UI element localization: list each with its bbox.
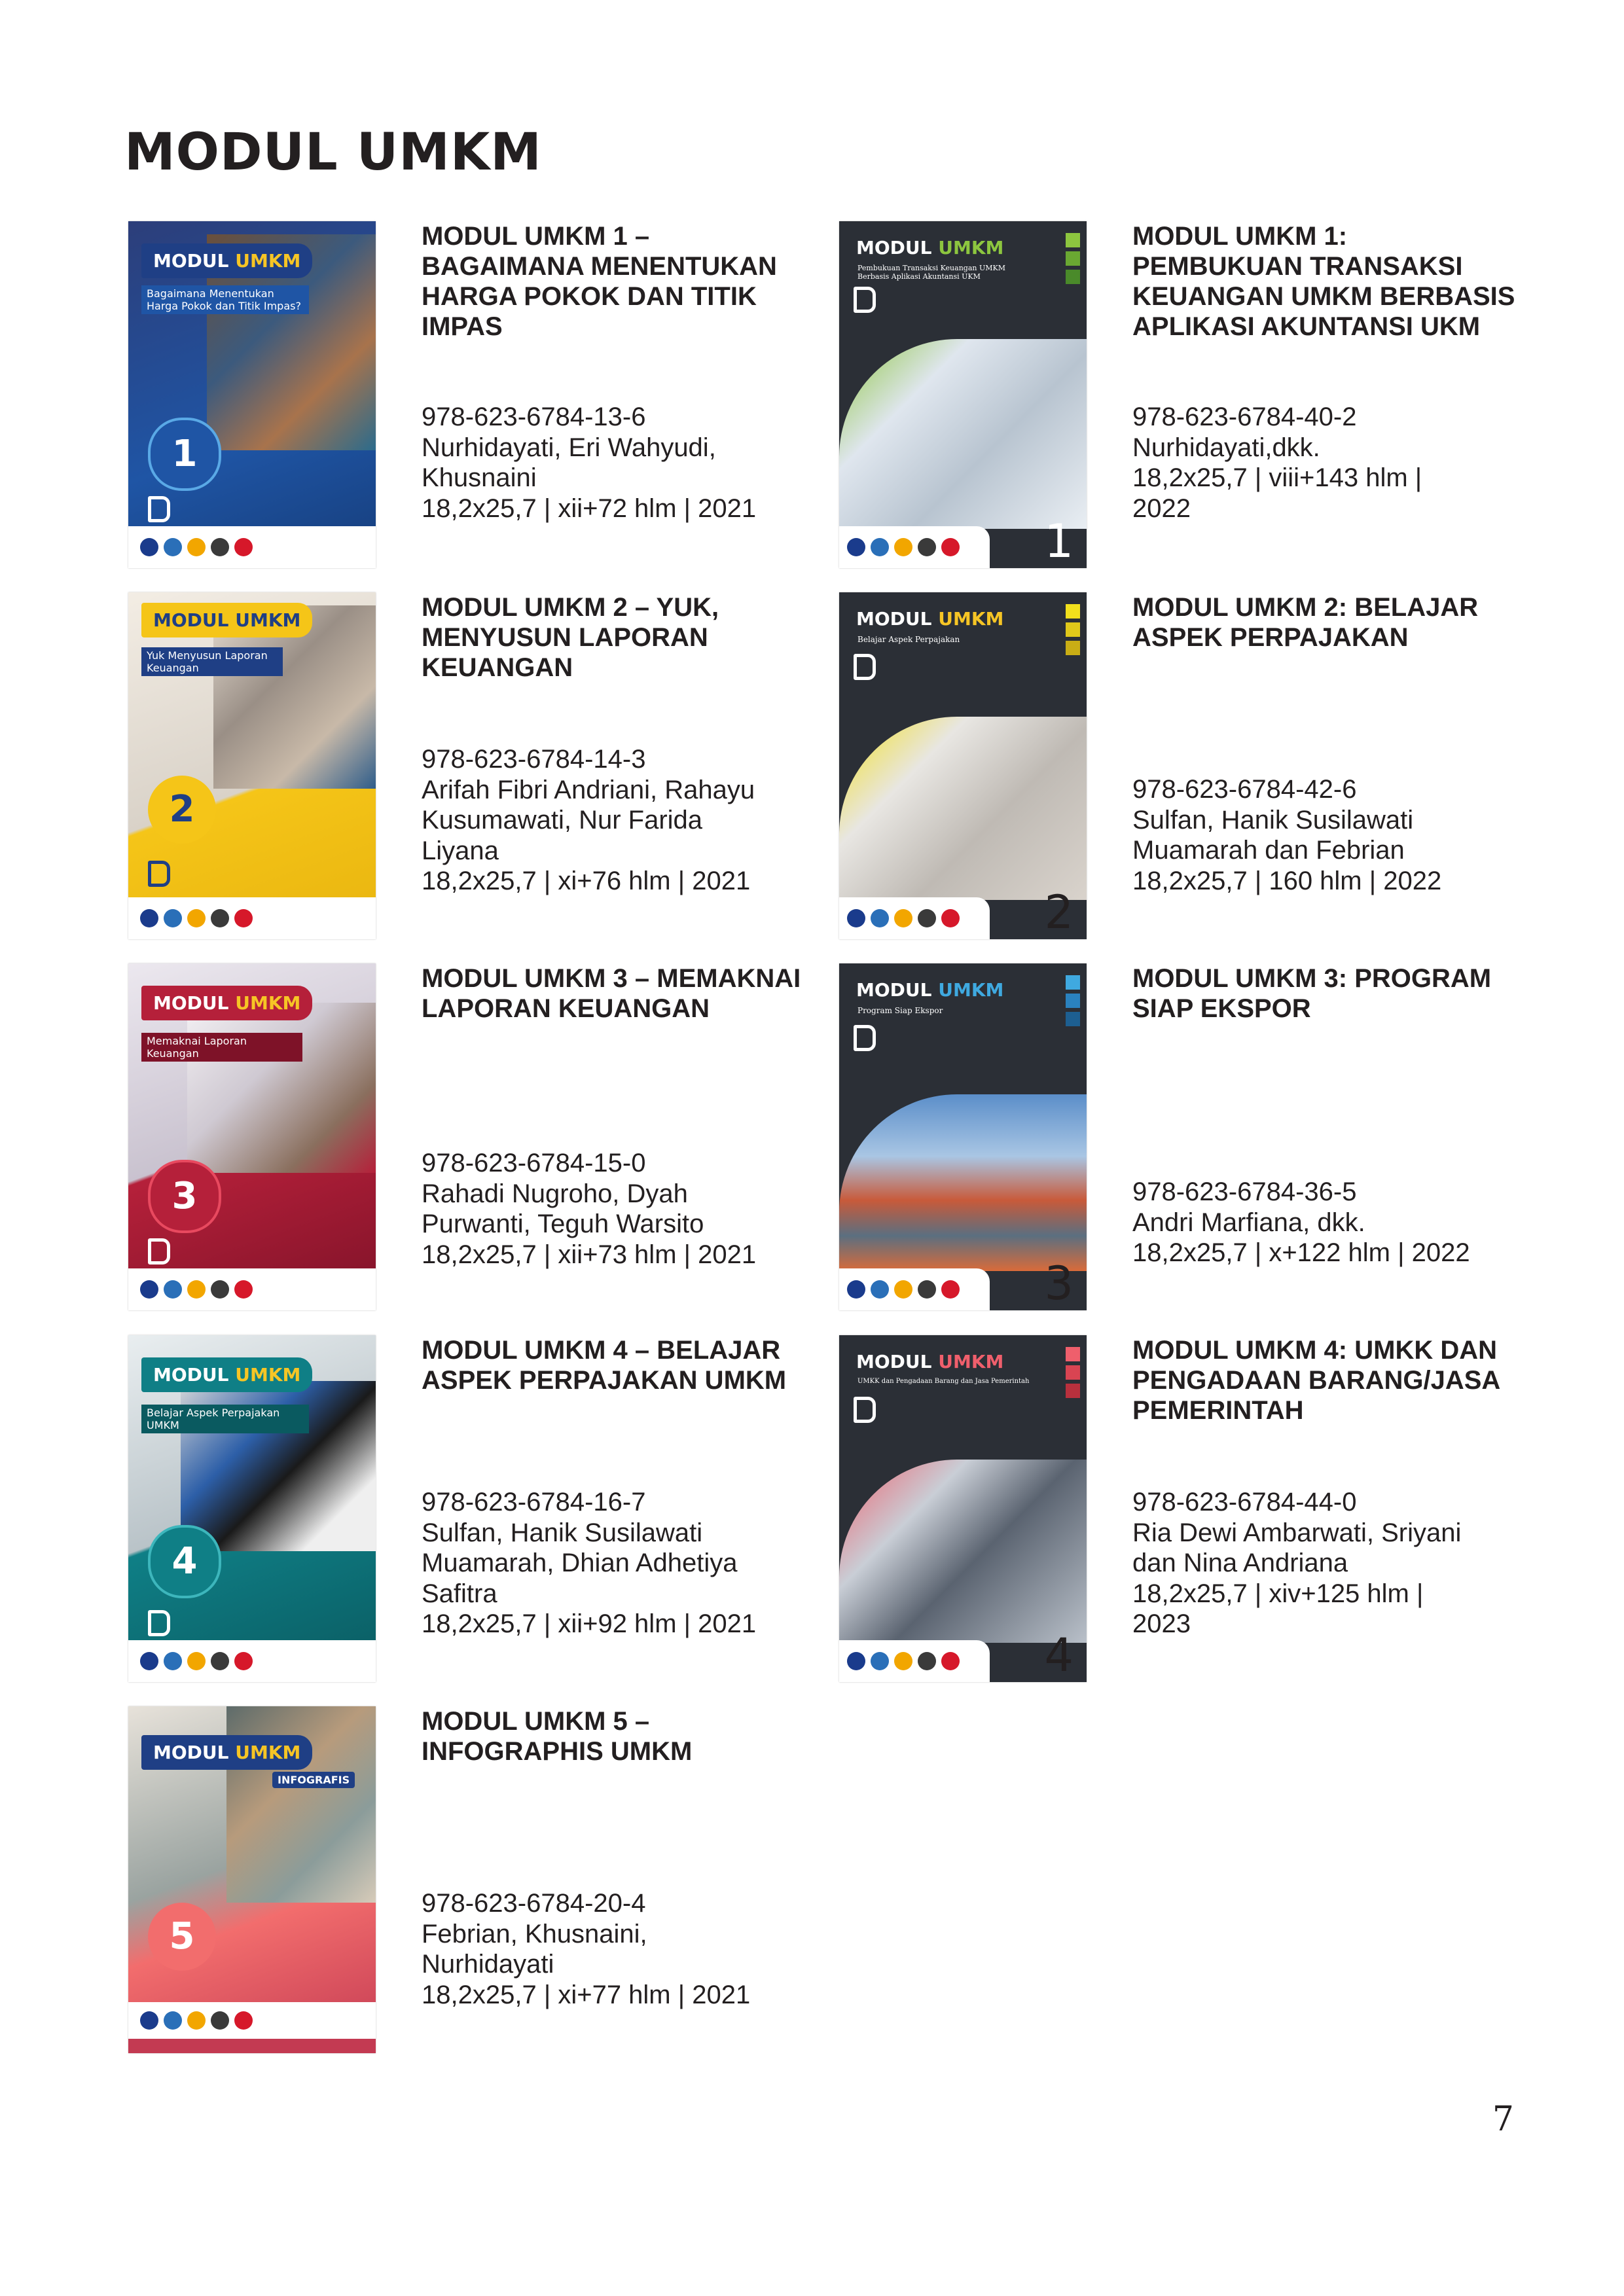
cover-brand-label: MODUL UMKM	[141, 243, 312, 278]
book-cover	[128, 963, 376, 1310]
book-title: MODUL UMKM 4: UMKK DAN PENGADAAN BARANG/JASA PEMERINTAH	[1132, 1336, 1500, 1425]
book-meta	[422, 744, 755, 897]
book-isbn: 978-623-6784-20-4	[422, 1889, 646, 1918]
book-isbn: 978-623-6784-13-6	[422, 403, 646, 431]
book-entry	[839, 592, 1592, 939]
book-authors-line: Nurhidayati,dkk.	[1132, 433, 1320, 462]
book-meta	[1132, 1177, 1470, 1268]
book-entry	[128, 221, 881, 568]
cover-subtitle: INFOGRAFIS	[272, 1772, 355, 1788]
cover-brand-label: MODUL UMKM	[856, 1351, 1004, 1372]
book-info	[1132, 1335, 1519, 1638]
cover-subtitle: Bagaimana Menentukan Harga Pokok dan Titik Impas?	[141, 285, 309, 314]
book-entry	[128, 592, 881, 939]
cover-subtitle: Yuk Menyusun Laporan Keuangan	[141, 647, 283, 676]
sponsor-logos	[128, 897, 376, 939]
cover-brand-label: MODUL UMKM	[141, 1735, 312, 1770]
book-spec: 2022	[1132, 493, 1191, 523]
book-authors-line: dan Nina Andriana	[1132, 1549, 1348, 1577]
book-authors-line: Arifah Fibri Andriani, Rahayu	[422, 775, 755, 804]
book-meta	[1132, 1487, 1461, 1640]
book-authors-line: Rahadi Nugroho, Dyah	[422, 1179, 688, 1208]
book-cover	[839, 963, 1087, 1310]
book-meta	[1132, 774, 1441, 896]
book-meta	[422, 1487, 756, 1640]
book-title: MODUL UMKM 2 – YUK, MENYUSUN LAPORAN KEUANGAN	[422, 593, 719, 682]
book-authors-line: Sulfan, Hanik Susilawati	[1132, 805, 1414, 834]
book-authors-line: Sulfan, Hanik Susilawati	[422, 1518, 703, 1547]
cover-number: 4	[148, 1525, 221, 1598]
cover-photo	[187, 1003, 376, 1173]
cover-photo	[839, 339, 1087, 529]
book-spec: 18,2x25,7 | 160 hlm | 2022	[1132, 866, 1442, 895]
book-title: MODUL UMKM 4 – BELAJAR ASPEK PERPAJAKAN UMKM	[422, 1336, 787, 1395]
cover-subtitle: Memaknai Laporan Keuangan	[141, 1033, 302, 1062]
book-authors-line: Ria Dewi Ambarwati, Sriyani	[1132, 1518, 1462, 1547]
book-title: MODUL UMKM 5 – INFOGRAPHIS UMKM	[422, 1707, 693, 1766]
book-meta	[422, 402, 756, 524]
book-authors-line: Andri Marfiana, dkk.	[1132, 1208, 1365, 1237]
book-entry	[839, 963, 1592, 1310]
publisher-logo	[148, 496, 170, 522]
publisher-logo	[854, 287, 876, 313]
sponsor-logos	[839, 1268, 990, 1310]
cover-brand-label: MODUL UMKM	[141, 986, 312, 1020]
book-spec: 18,2x25,7 | x+122 hlm | 2022	[1132, 1238, 1470, 1267]
cover-subtitle: Pembukuan Transaksi Keuangan UMKM Berbasis Aplikasi Akuntansi UKM	[857, 264, 1005, 281]
sponsor-logos	[839, 526, 990, 568]
book-info	[422, 221, 808, 523]
book-isbn: 978-623-6784-44-0	[1132, 1488, 1357, 1516]
book-isbn: 978-623-6784-15-0	[422, 1149, 646, 1177]
book-authors-line: Khusnaini	[422, 463, 537, 492]
cover-number: 3	[148, 1160, 221, 1233]
cover-subtitle: Belajar Aspek Perpajakan UMKM	[141, 1405, 309, 1433]
book-authors-line: Nurhidayati, Eri Wahyudi,	[422, 433, 716, 462]
book-cover	[128, 1706, 376, 2053]
publisher-logo	[148, 1610, 170, 1636]
book-info	[422, 1706, 808, 2009]
cover-number: 5	[148, 1903, 216, 1971]
book-info	[422, 592, 808, 895]
book-isbn: 978-623-6784-16-7	[422, 1488, 646, 1516]
book-meta	[1132, 402, 1422, 524]
cover-subtitle: Belajar Aspek Perpajakan	[857, 635, 960, 644]
cover-brand-label: MODUL UMKM	[856, 979, 1004, 1001]
sponsor-logos	[128, 1640, 376, 1682]
book-spec: 18,2x25,7 | xii+72 hlm | 2021	[422, 493, 757, 523]
book-spec: 18,2x25,7 | xii+73 hlm | 2021	[422, 1240, 757, 1269]
book-meta	[422, 1148, 756, 1270]
book-isbn: 978-623-6784-40-2	[1132, 403, 1357, 431]
book-spec: 18,2x25,7 | xi+77 hlm | 2021	[422, 1980, 751, 2009]
cover-number: 1	[148, 418, 221, 491]
book-info	[1132, 592, 1519, 895]
book-info	[1132, 221, 1519, 523]
book-isbn: 978-623-6784-36-5	[1132, 1177, 1357, 1206]
sponsor-logos	[128, 2002, 376, 2039]
book-entry	[128, 963, 881, 1310]
cover-subtitle: UMKK dan Pengadaan Barang dan Jasa Pemerintah	[857, 1378, 1030, 1385]
book-authors-line: Purwanti, Teguh Warsito	[422, 1210, 704, 1238]
book-cover	[128, 592, 376, 939]
book-title: MODUL UMKM 1 – BAGAIMANA MENENTUKAN HARGA POKOK DAN TITIK IMPAS	[422, 222, 777, 341]
sponsor-logos	[128, 1268, 376, 1310]
book-cover	[839, 221, 1087, 568]
page-number: 7	[1492, 2100, 1514, 2139]
book-spec: 2023	[1132, 1609, 1191, 1638]
publisher-logo	[854, 1025, 876, 1051]
book-spec: 18,2x25,7 | xii+92 hlm | 2021	[422, 1609, 757, 1638]
book-authors-line: Muamarah, Dhian Adhetiya	[422, 1549, 738, 1577]
publisher-logo	[854, 1397, 876, 1423]
sponsor-logos	[128, 526, 376, 568]
book-authors-line: Febrian, Khusnaini,	[422, 1919, 647, 1948]
publisher-logo	[148, 1238, 170, 1265]
publisher-logo	[148, 861, 170, 887]
book-info	[422, 963, 808, 1269]
publisher-logo	[854, 654, 876, 680]
cover-brand-label: MODUL UMKM	[141, 1357, 312, 1392]
cover-number: 4	[1044, 1628, 1074, 1682]
book-entry	[128, 1335, 881, 1682]
book-title: MODUL UMKM 3: PROGRAM SIAP EKSPOR	[1132, 964, 1492, 1023]
cover-brand-label: MODUL UMKM	[141, 603, 312, 637]
book-isbn: 978-623-6784-42-6	[1132, 775, 1357, 804]
book-cover	[839, 1335, 1087, 1682]
book-authors-line: Safitra	[422, 1579, 497, 1608]
cover-brand-label: MODUL UMKM	[856, 237, 1004, 259]
book-entry	[839, 221, 1592, 568]
book-title: MODUL UMKM 1: PEMBUKUAN TRANSAKSI KEUANGAN UMKM BERBASIS APLIKASI AKUNTANSI UKM	[1132, 222, 1515, 341]
cover-number: 2	[1044, 886, 1074, 939]
book-cover	[128, 1335, 376, 1682]
sponsor-logos	[839, 897, 990, 939]
cover-number: 1	[1044, 514, 1074, 568]
book-info	[422, 1335, 808, 1638]
book-title: MODUL UMKM 3 – MEMAKNAI LAPORAN KEUANGAN	[422, 964, 801, 1023]
cover-brand-label: MODUL UMKM	[856, 608, 1004, 630]
book-isbn: 978-623-6784-14-3	[422, 745, 646, 774]
book-info	[1132, 963, 1519, 1267]
book-title: MODUL UMKM 2: BELAJAR ASPEK PERPAJAKAN	[1132, 593, 1479, 652]
cover-subtitle: Program Siap Ekspor	[857, 1006, 943, 1015]
cover-photo	[839, 1460, 1087, 1643]
cover-photo	[839, 1094, 1087, 1271]
book-spec: 18,2x25,7 | viii+143 hlm |	[1132, 463, 1422, 492]
book-authors-line: Liyana	[422, 836, 499, 865]
book-spec: 18,2x25,7 | xiv+125 hlm |	[1132, 1579, 1424, 1608]
cover-photo	[839, 717, 1087, 900]
cover-number: 3	[1044, 1257, 1074, 1310]
book-cover	[128, 221, 376, 568]
book-spec: 18,2x25,7 | xi+76 hlm | 2021	[422, 867, 751, 895]
book-authors-line: Muamarah dan Febrian	[1132, 836, 1405, 865]
book-entry	[128, 1706, 881, 2053]
book-cover	[839, 592, 1087, 939]
book-authors-line: Kusumawati, Nur Farida	[422, 806, 703, 834]
cover-number: 2	[148, 776, 216, 844]
book-meta	[422, 1888, 750, 2010]
page-heading: MODUL UMKM	[124, 123, 542, 182]
book-entry	[839, 1335, 1592, 1682]
sponsor-logos	[839, 1640, 990, 1682]
book-authors-line: Nurhidayati	[422, 1950, 554, 1979]
